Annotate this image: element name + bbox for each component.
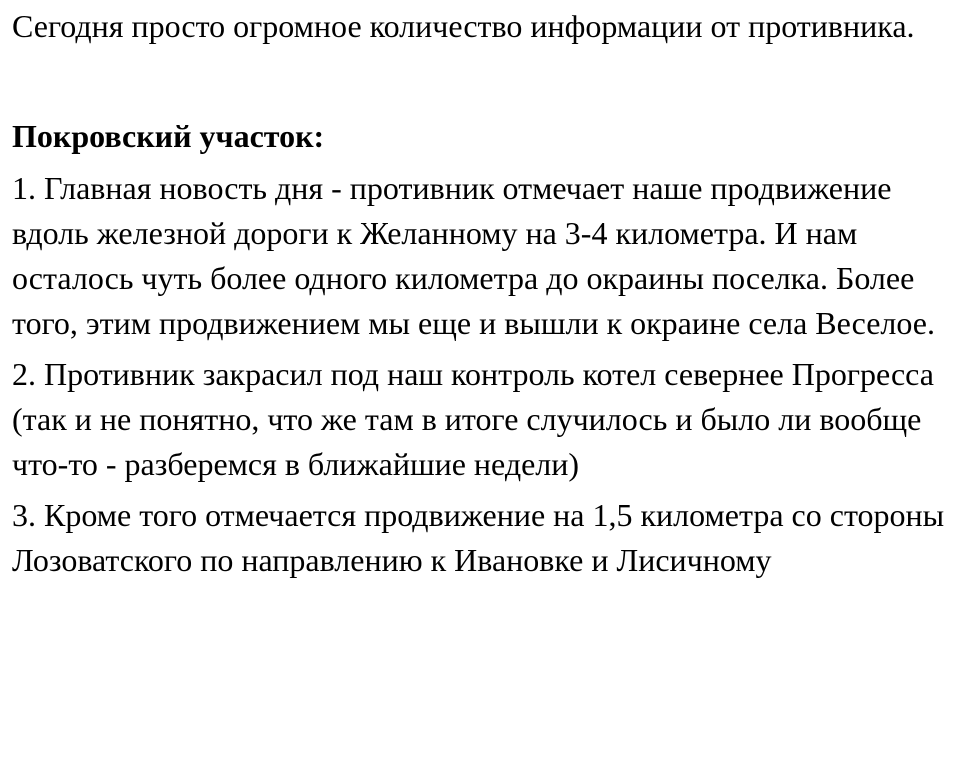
list-item-3: 3. Кроме того отмечается продвижение на 1,5 километра со стороны Лозоватского по направлению к Ивановке и Лисичному <box>12 497 945 578</box>
list-item-2: 2. Противник закрасил под наш контроль котел севернее Прогресса (так и не понятно, что же там в итоге случилось и было ли вообще что-то - разберемся в ближайшие недели) <box>12 356 934 482</box>
list-item-1: 1. Главная новость дня - противник отмечает наше продвижение вдоль железной дороги к Желанному на 3-4 километра. И нам осталось чуть более одного километра до окраины поселка. Более того, этим продвижением мы еще и вышли к окраине села Веселое. <box>12 170 935 341</box>
paragraph-spacer <box>12 48 967 114</box>
intro-paragraph: Сегодня просто огромное количество информации от противника. <box>12 8 915 44</box>
section-heading: Покровский участок: <box>12 118 325 154</box>
